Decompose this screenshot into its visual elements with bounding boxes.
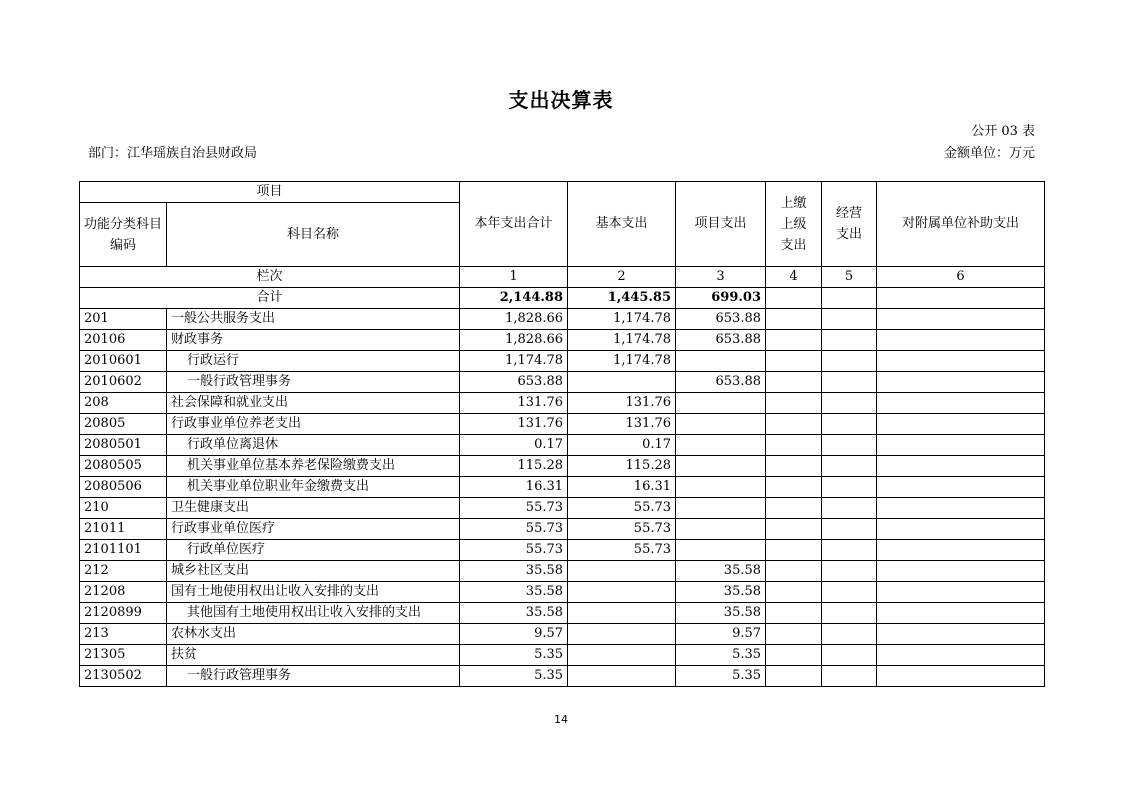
row-project: [676, 477, 766, 498]
row-name: 一般公共服务支出: [167, 309, 460, 330]
empty-cell: [822, 624, 877, 645]
empty-cell: [877, 288, 1045, 309]
row-project: [676, 540, 766, 561]
total-label: 合计: [80, 288, 460, 309]
row-project: 35.58: [676, 582, 766, 603]
empty-cell: [877, 540, 1045, 561]
row-name: 机关事业单位职业年金缴费支出: [167, 477, 460, 498]
row-total: 115.28: [460, 456, 568, 477]
row-code: 2010602: [80, 372, 167, 393]
empty-cell: [766, 309, 822, 330]
row-total: 0.17: [460, 435, 568, 456]
table-row: [80, 477, 1045, 498]
row-name: 行政运行: [167, 351, 460, 372]
total-basic: 1,445.85: [568, 288, 676, 309]
row-name: 财政事务: [167, 330, 460, 351]
table-row: [80, 540, 1045, 561]
row-project: [676, 519, 766, 540]
row-project: 653.88: [676, 372, 766, 393]
column-index-label: 栏次: [80, 267, 460, 288]
column-index: 5: [822, 267, 877, 288]
row-code: 21011: [80, 519, 167, 540]
row-total: 5.35: [460, 666, 568, 687]
row-code: 2080501: [80, 435, 167, 456]
row-name: 其他国有土地使用权出让收入安排的支出: [167, 603, 460, 624]
table-row: [80, 330, 1045, 351]
column-index: 2: [568, 267, 676, 288]
table-row: [80, 309, 1045, 330]
row-code: 20805: [80, 414, 167, 435]
row-project: [676, 498, 766, 519]
empty-cell: [822, 582, 877, 603]
table-row: [80, 582, 1045, 603]
empty-cell: [766, 519, 822, 540]
row-code: 2120899: [80, 603, 167, 624]
row-project: 5.35: [676, 666, 766, 687]
row-total: 1,828.66: [460, 330, 568, 351]
empty-cell: [877, 582, 1045, 603]
row-name: 卫生健康支出: [167, 498, 460, 519]
empty-cell: [766, 288, 822, 309]
empty-cell: [877, 624, 1045, 645]
empty-cell: [877, 519, 1045, 540]
empty-cell: [822, 666, 877, 687]
empty-cell: [822, 498, 877, 519]
row-name: 行政单位离退休: [167, 435, 460, 456]
row-total: 55.73: [460, 498, 568, 519]
row-code: 208: [80, 393, 167, 414]
empty-cell: [877, 414, 1045, 435]
row-project: 653.88: [676, 309, 766, 330]
empty-cell: [822, 414, 877, 435]
row-basic: 131.76: [568, 393, 676, 414]
total-amount: 2,144.88: [460, 288, 568, 309]
empty-cell: [877, 498, 1045, 519]
total-project: 699.03: [676, 288, 766, 309]
empty-cell: [822, 351, 877, 372]
row-code: 21305: [80, 645, 167, 666]
row-basic: 0.17: [568, 435, 676, 456]
row-total: 5.35: [460, 645, 568, 666]
row-name: 城乡社区支出: [167, 561, 460, 582]
empty-cell: [877, 351, 1045, 372]
row-project: [676, 456, 766, 477]
empty-cell: [877, 666, 1045, 687]
row-project: [676, 351, 766, 372]
row-basic: [568, 666, 676, 687]
row-project: [676, 393, 766, 414]
empty-cell: [766, 645, 822, 666]
department-label: 部门：江华瑶族自治县财政局: [88, 146, 258, 161]
row-basic: 55.73: [568, 498, 676, 519]
row-project: 35.58: [676, 603, 766, 624]
row-total: 35.58: [460, 561, 568, 582]
row-total: 131.76: [460, 393, 568, 414]
table-row: [80, 603, 1045, 624]
row-code: 2010601: [80, 351, 167, 372]
unit-label: 金额单位：万元: [943, 146, 1035, 161]
header-name: 科目名称: [167, 203, 460, 267]
row-basic: [568, 372, 676, 393]
row-project: [676, 435, 766, 456]
empty-cell: [766, 456, 822, 477]
row-name: 机关事业单位基本养老保险缴费支出: [167, 456, 460, 477]
table-row: [80, 351, 1045, 372]
row-code: 2130502: [80, 666, 167, 687]
table-row: [80, 519, 1045, 540]
empty-cell: [766, 498, 822, 519]
table-row: [80, 414, 1045, 435]
row-basic: [568, 603, 676, 624]
page-number: 14: [554, 713, 568, 726]
empty-cell: [877, 330, 1045, 351]
column-index: 3: [676, 267, 766, 288]
column-index: 4: [766, 267, 822, 288]
row-name: 社会保障和就业支出: [167, 393, 460, 414]
table-row: [80, 435, 1045, 456]
row-total: 1,174.78: [460, 351, 568, 372]
empty-cell: [877, 435, 1045, 456]
empty-cell: [822, 477, 877, 498]
header-basic: 基本支出: [568, 182, 676, 267]
row-total: 35.58: [460, 582, 568, 603]
row-code: 2101101: [80, 540, 167, 561]
empty-cell: [877, 309, 1045, 330]
row-name: 扶贫: [167, 645, 460, 666]
row-basic: [568, 645, 676, 666]
column-index-row: [80, 267, 1045, 288]
row-name: 农林水支出: [167, 624, 460, 645]
table-row: [80, 624, 1045, 645]
table-row: [80, 393, 1045, 414]
table-row: [80, 666, 1045, 687]
row-basic: 131.76: [568, 414, 676, 435]
empty-cell: [877, 477, 1045, 498]
empty-cell: [822, 372, 877, 393]
empty-cell: [822, 309, 877, 330]
table-row: [80, 498, 1045, 519]
empty-cell: [877, 372, 1045, 393]
empty-cell: [766, 330, 822, 351]
empty-cell: [877, 645, 1045, 666]
table-row: [80, 456, 1045, 477]
total-row: [80, 288, 1045, 309]
empty-cell: [766, 477, 822, 498]
row-basic: 1,174.78: [568, 351, 676, 372]
row-project: [676, 414, 766, 435]
expenditure-table: [79, 181, 1045, 687]
empty-cell: [822, 330, 877, 351]
page-title: 支出决算表: [508, 88, 614, 112]
row-name: 行政事业单位养老支出: [167, 414, 460, 435]
row-basic: 1,174.78: [568, 309, 676, 330]
row-basic: 115.28: [568, 456, 676, 477]
row-total: 55.73: [460, 519, 568, 540]
empty-cell: [877, 456, 1045, 477]
table-row: [80, 561, 1045, 582]
empty-cell: [766, 372, 822, 393]
empty-cell: [822, 393, 877, 414]
row-project: 9.57: [676, 624, 766, 645]
row-total: 653.88: [460, 372, 568, 393]
row-code: 201: [80, 309, 167, 330]
row-basic: [568, 561, 676, 582]
row-name: 一般行政管理事务: [167, 372, 460, 393]
row-name: 行政单位医疗: [167, 540, 460, 561]
empty-cell: [766, 351, 822, 372]
row-name: 国有土地使用权出让收入安排的支出: [167, 582, 460, 603]
row-total: 9.57: [460, 624, 568, 645]
empty-cell: [766, 666, 822, 687]
empty-cell: [766, 603, 822, 624]
table-row: [80, 372, 1045, 393]
row-code: 20106: [80, 330, 167, 351]
header-item: 项目: [80, 182, 460, 203]
row-code: 2080506: [80, 477, 167, 498]
row-name: 行政事业单位医疗: [167, 519, 460, 540]
empty-cell: [877, 603, 1045, 624]
form-number: 公开 03 表: [971, 124, 1035, 139]
column-index: 1: [460, 267, 568, 288]
empty-cell: [822, 540, 877, 561]
row-code: 212: [80, 561, 167, 582]
row-total: 1,828.66: [460, 309, 568, 330]
header-project: 项目支出: [676, 182, 766, 267]
empty-cell: [766, 435, 822, 456]
empty-cell: [877, 393, 1045, 414]
row-basic: 55.73: [568, 540, 676, 561]
row-total: 131.76: [460, 414, 568, 435]
empty-cell: [766, 561, 822, 582]
header-upper: 上缴上级支出: [766, 182, 822, 267]
empty-cell: [822, 603, 877, 624]
row-basic: 16.31: [568, 477, 676, 498]
row-project: 653.88: [676, 330, 766, 351]
row-basic: 1,174.78: [568, 330, 676, 351]
header-code: 功能分类科目编码: [80, 203, 167, 267]
row-total: 35.58: [460, 603, 568, 624]
empty-cell: [766, 624, 822, 645]
row-code: 2080505: [80, 456, 167, 477]
row-basic: [568, 582, 676, 603]
empty-cell: [766, 540, 822, 561]
row-basic: [568, 624, 676, 645]
row-basic: 55.73: [568, 519, 676, 540]
row-project: 35.58: [676, 561, 766, 582]
empty-cell: [877, 561, 1045, 582]
empty-cell: [766, 393, 822, 414]
row-code: 210: [80, 498, 167, 519]
empty-cell: [822, 288, 877, 309]
empty-cell: [822, 645, 877, 666]
column-index: 6: [877, 267, 1045, 288]
row-code: 213: [80, 624, 167, 645]
row-code: 21208: [80, 582, 167, 603]
empty-cell: [766, 582, 822, 603]
empty-cell: [822, 435, 877, 456]
row-name: 一般行政管理事务: [167, 666, 460, 687]
row-total: 16.31: [460, 477, 568, 498]
row-total: 55.73: [460, 540, 568, 561]
empty-cell: [822, 519, 877, 540]
empty-cell: [822, 456, 877, 477]
table-row: [80, 645, 1045, 666]
empty-cell: [766, 414, 822, 435]
row-project: 5.35: [676, 645, 766, 666]
header-business: 经营支出: [822, 182, 877, 267]
header-subsidy: 对附属单位补助支出: [877, 182, 1045, 267]
header-total: 本年支出合计: [460, 182, 568, 267]
empty-cell: [822, 561, 877, 582]
